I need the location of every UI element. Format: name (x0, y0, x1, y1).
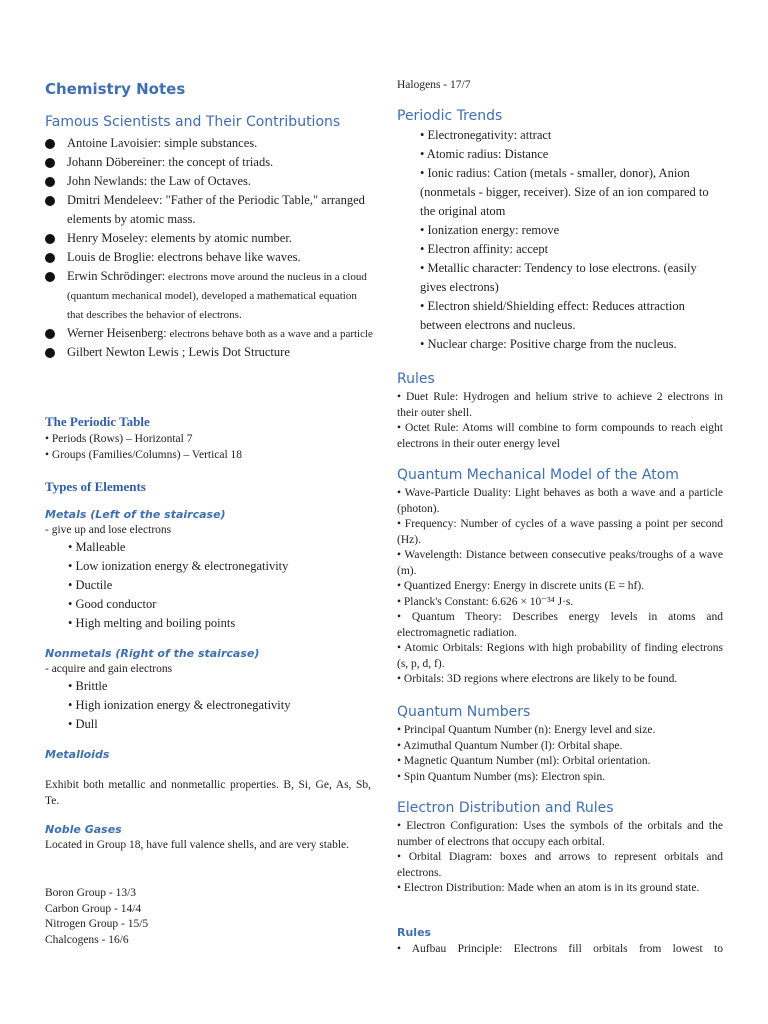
trend-item: • Ionization energy: remove (420, 223, 560, 237)
bullet-icon (45, 196, 55, 206)
nonmetals-properties (68, 677, 373, 734)
qn-item: • Azimuthal Quantum Number (l): Orbital shape. (397, 739, 623, 752)
group-line: Chalcogens - 16/6 (45, 933, 129, 946)
periodic-trends-heading: Periodic Trends (397, 108, 503, 124)
qn-item: • Principal Quantum Number (n): Energy level and size. (397, 724, 656, 736)
quantum-model-heading: Quantum Mechanical Model of the Atom (397, 467, 679, 483)
bullet-icon (45, 139, 55, 149)
qm-item: • Atomic Orbitals: Regions with high probability of finding electrons (s, p, d, f). (397, 642, 723, 670)
periodic-trends-list (420, 126, 723, 354)
trend-item: • Ionic radius: Cation (metals - smaller, donor), Anion (nonmetals - bigger, receiver). Size of an ion compared to the original atom (420, 166, 709, 218)
metals-heading: Metals (Left of the staircase) (45, 508, 226, 521)
scientist-item: Antoine Lavoisier: simple substances. (45, 134, 373, 153)
electron-distribution-list (397, 819, 723, 897)
list-item: • High ionization energy & electronegativity (68, 698, 291, 712)
ed-rule-item: • Aufbau Principle: Electrons fill orbitals from lowest to (397, 943, 723, 955)
rule-item: • Duet Rule: Hydrogen and helium strive to achieve 2 electrons in their outer shell. (397, 391, 723, 419)
halogens-line: Halogens - 17/7 (397, 79, 471, 91)
list-item: • Ductile (68, 578, 113, 592)
nonmetals-intro: - acquire and gain electrons (45, 663, 173, 675)
qm-item: • Planck's Constant: 6.626 × 10⁻³⁴ J·s. (397, 595, 574, 608)
list-item: • High melting and boiling points (68, 616, 236, 630)
bullet-icon (45, 253, 55, 263)
bullet-icon (45, 348, 55, 358)
bullet-icon (45, 272, 55, 282)
group-line: Boron Group - 13/3 (45, 887, 137, 899)
trend-item: • Atomic radius: Distance (420, 147, 549, 161)
scientist-item: John Newlands: the Law of Octaves. (45, 172, 373, 191)
electron-distribution-heading: Electron Distribution and Rules (397, 800, 614, 816)
periodic-table-info (45, 432, 373, 463)
rules-list (397, 390, 723, 452)
qm-item: • Quantized Energy: Energy in discrete units (E = hf). (397, 580, 645, 592)
nonmetals-heading: Nonmetals (Right of the staircase) (45, 647, 260, 660)
group-line: Nitrogen Group - 15/5 (45, 918, 149, 930)
scientist-item: Henry Moseley: elements by atomic number. (45, 229, 373, 248)
list-item: • Dull (68, 717, 98, 731)
quantum-model-list (397, 486, 723, 688)
trend-item: • Nuclear charge: Positive charge from the nucleus. (420, 337, 677, 351)
quantum-numbers-list (397, 723, 723, 785)
bullet-icon (45, 177, 55, 187)
quantum-numbers-heading: Quantum Numbers (397, 704, 531, 720)
group-line: Carbon Group - 14/4 (45, 902, 142, 915)
qm-item: • Quantum Theory: Describes energy levels in atoms and electromagnetic radiation. (397, 611, 723, 639)
rules-heading: Rules (397, 371, 435, 387)
trend-item: • Electronegativity: attract (420, 128, 552, 142)
ed-rules-heading: Rules (397, 926, 432, 939)
trend-item: • Electron shield/Shielding effect: Reduces attraction between electrons and nucleus. (420, 299, 685, 332)
ed-item: • Electron Configuration: Uses the symbols of the orbitals and the number of electrons that occupy each orbital. (397, 820, 723, 848)
scientist-item: Gilbert Newton Lewis ; Lewis Dot Structure (45, 343, 373, 362)
scientists-list (45, 134, 373, 362)
bullet-icon (45, 329, 55, 339)
bullet-icon (45, 234, 55, 244)
qm-item: • Frequency: Number of cycles of a wave passing a point per second (Hz). (397, 518, 723, 546)
qn-item: • Magnetic Quantum Number (ml): Orbital orientation. (397, 755, 651, 767)
scientist-item: Dmitri Mendeleev: "Father of the Periodic Table," arranged elements by atomic mass. (45, 191, 373, 229)
rule-item: • Octet Rule: Atoms will combine to form compounds to reach eight electrons in their outer energy level (397, 422, 723, 450)
ed-item: • Electron Distribution: Made when an atom is in its ground state. (397, 882, 700, 894)
trend-item: • Electron affinity: accept (420, 242, 549, 256)
scientist-item: Werner Heisenberg: electrons behave both as a wave and a particle (45, 324, 373, 343)
scientist-item: Johann Döbereiner: the concept of triads. (45, 153, 373, 172)
qm-item: • Wave-Particle Duality: Light behaves as both a wave and a particle (photon). (397, 487, 723, 515)
groups-list (45, 886, 371, 948)
list-item: • Malleable (68, 540, 126, 554)
noble-gases-text: Located in Group 18, have full valence shells, and are very stable. (45, 839, 349, 851)
periodic-table-line: • Groups (Families/Columns) – Vertical 18 (45, 448, 243, 461)
list-item: • Brittle (68, 679, 108, 693)
noble-gases-heading: Noble Gases (45, 823, 122, 836)
metals-properties (68, 538, 373, 633)
types-heading: Types of Elements (45, 479, 146, 494)
metalloids-text: Exhibit both metallic and nonmetallic properties. B, Si, Ge, As, Sb, Te. (45, 779, 371, 807)
metals-intro: - give up and lose electrons (45, 524, 172, 536)
bullet-icon (45, 158, 55, 168)
periodic-table-heading: The Periodic Table (45, 414, 150, 429)
metalloids-heading: Metalloids (45, 748, 110, 761)
ed-item: • Orbital Diagram: boxes and arrows to represent orbitals and electrons. (397, 851, 723, 879)
scientist-item: Erwin Schrödinger: electrons move around the nucleus in a cloud (quantum mechanical model), developed a mathematical equation that describes the behavior of electrons. (45, 267, 373, 324)
list-item: • Good conductor (68, 597, 157, 611)
scientist-item: Louis de Broglie: electrons behave like waves. (45, 248, 373, 267)
periodic-table-line: • Periods (Rows) – Horizontal 7 (45, 433, 193, 445)
scientists-heading: Famous Scientists and Their Contributions (45, 114, 341, 130)
page-title: Chemistry Notes (45, 80, 186, 98)
qn-item: • Spin Quantum Number (ms): Electron spin. (397, 770, 606, 783)
qm-item: • Wavelength: Distance between consecutive peaks/troughs of a wave (m). (397, 549, 723, 577)
list-item: • Low ionization energy & electronegativity (68, 559, 289, 573)
qm-item: • Orbitals: 3D regions where electrons are likely to be found. (397, 673, 678, 685)
trend-item: • Metallic character: Tendency to lose electrons. (easily gives electrons) (420, 261, 697, 294)
